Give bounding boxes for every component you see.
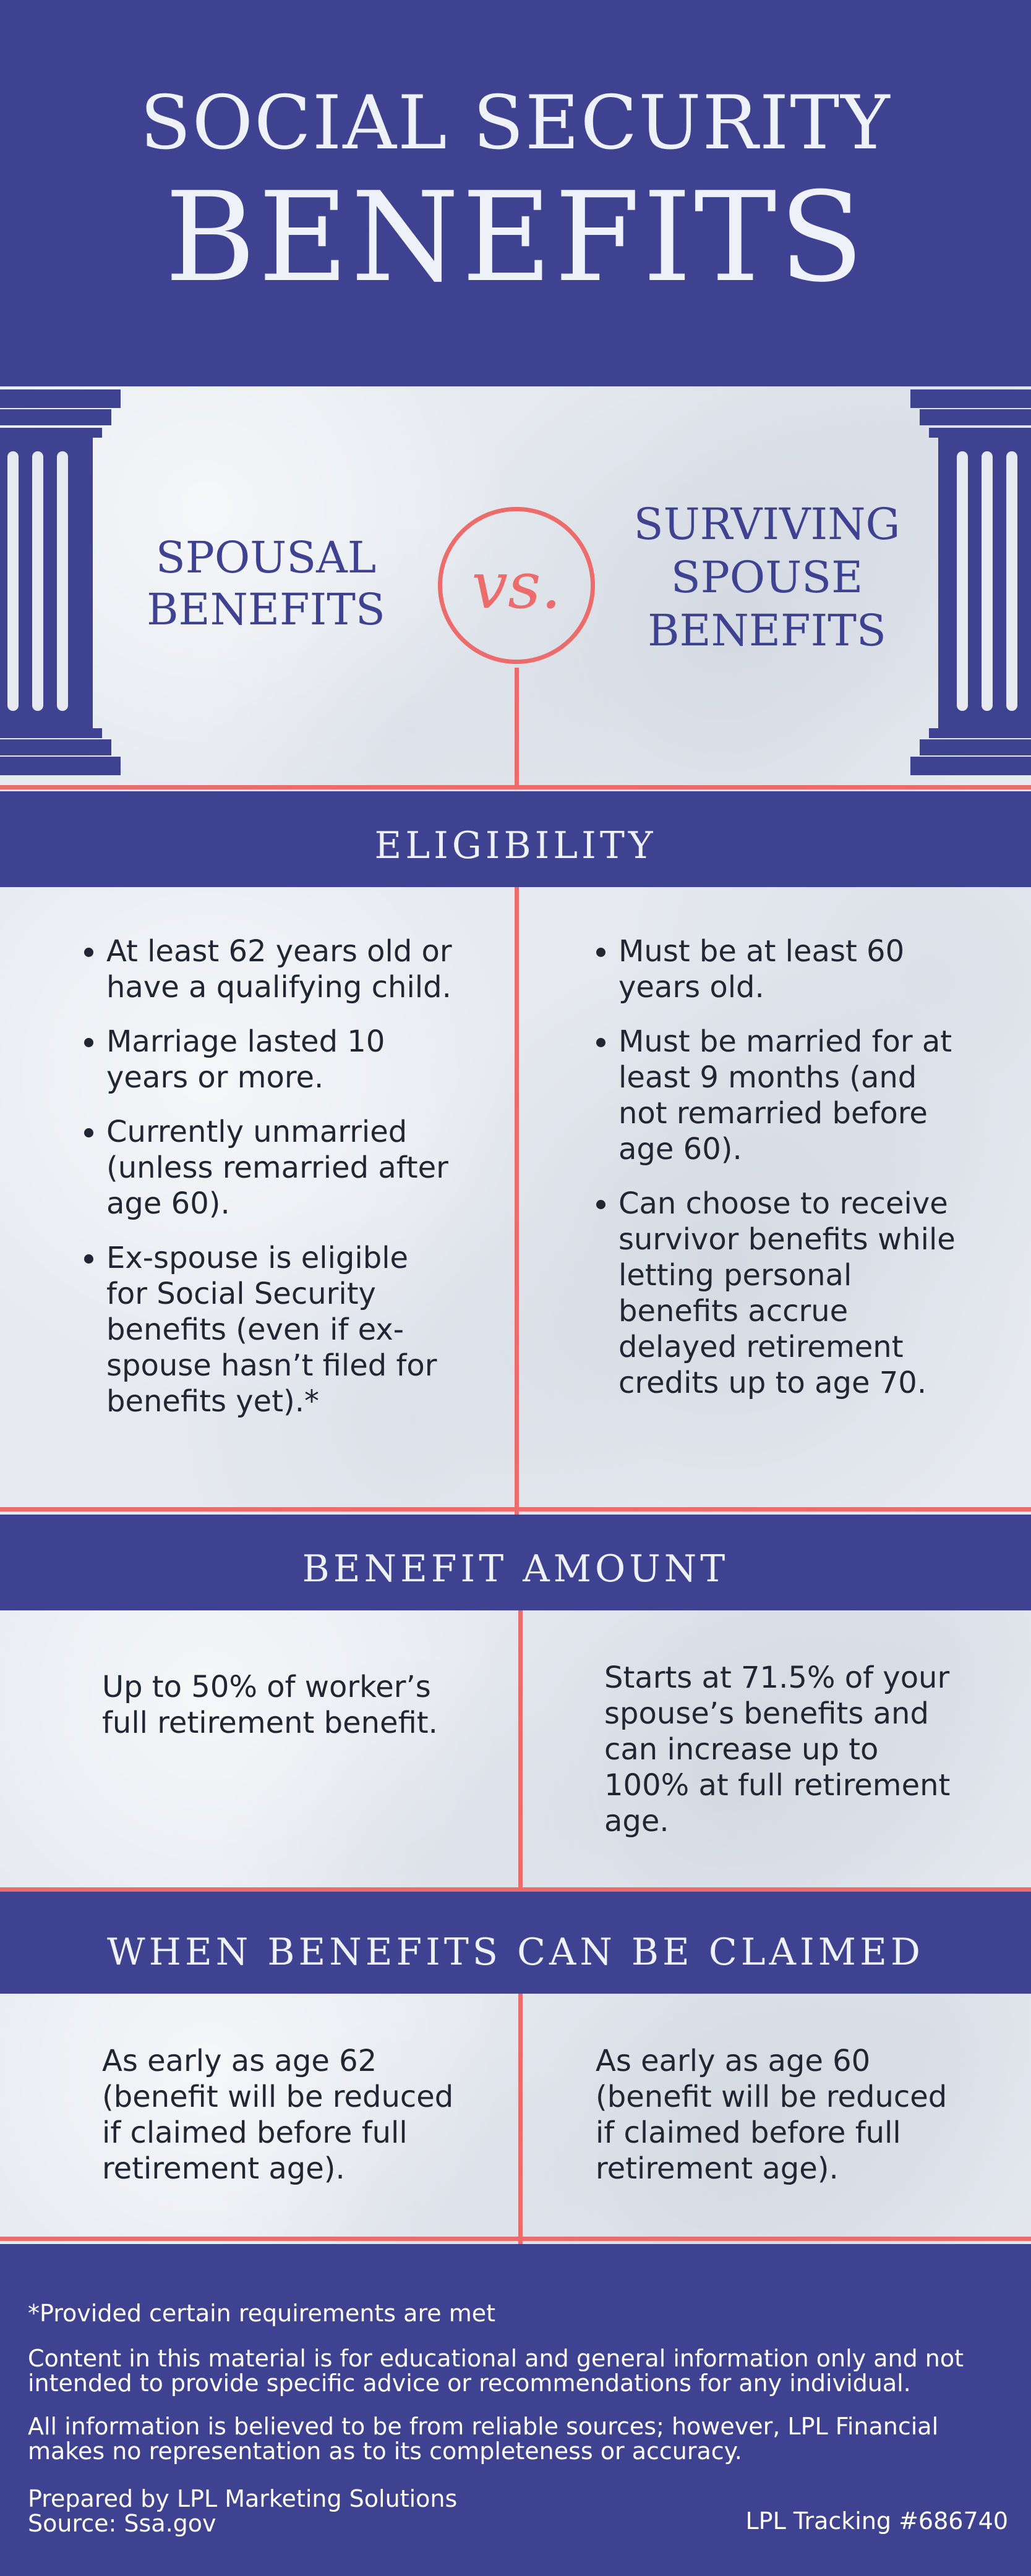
divider-line (518, 1610, 523, 1892)
footnote: *Provided certain requirements are met (28, 2300, 496, 2327)
list-item: • At least 62 years old or have a qualifying child. (106, 933, 458, 1005)
column-pillar-icon (0, 389, 124, 779)
vs-text: vs. (471, 548, 562, 623)
source: Source: Ssa.gov (28, 2510, 216, 2537)
list-item: • Must be married for at least 9 months (and not remarried before age 60). (618, 1024, 957, 1167)
list-item: • Can choose to receive survivor benefits while letting personal benefits accrue delayed retirement credits up to age 70. (618, 1186, 957, 1401)
surviving-spouse-benefits-label: SURVIVING SPOUSE BENEFITS (633, 499, 901, 656)
list-item: • Ex-spouse is eligible for Social Security benefits (even if ex-spouse hasn’t filed for benefits yet).* (106, 1240, 458, 1419)
section-bar-eligibility (0, 804, 1031, 887)
title-line-2: BENEFITS (165, 166, 866, 310)
divider-line (0, 785, 1031, 789)
vs-badge (438, 507, 595, 664)
divider-line (0, 1507, 1031, 1511)
prepared-by: Prepared by LPL Marketing Solutions (28, 2485, 458, 2512)
divider-line (0, 2237, 1031, 2241)
divider-line (515, 887, 519, 1515)
benefit-amount-surviving: Starts at 71.5% of your spouse’s benefits and can increase up to 100% at full retirement age. (604, 1660, 951, 1838)
when-claimed-spousal: As early as age 62 (benefit will be reduced if claimed before full retirement age). (102, 2044, 454, 2186)
divider-line (518, 1994, 523, 2244)
surviving-spouse-benefits-heading (600, 498, 934, 657)
divider-line (515, 668, 519, 788)
disclaimer-educational: Content in this material is for educational and general information only and not intended to provide specific advice or recommendations for any individual. (28, 2345, 964, 2397)
tracking-number: LPL Tracking #686740 (745, 2507, 1008, 2535)
list-item: • Must be at least 60 years old. (618, 933, 957, 1005)
spousal-benefits-heading (111, 532, 421, 635)
title-line-1: SOCIAL SECURITY (140, 80, 891, 166)
section-title: BENEFIT AMOUNT (302, 1547, 729, 1591)
when-claimed-surviving: As early as age 60 (benefit will be reduced if claimed before full retirement age). (596, 2044, 948, 2186)
list-item: • Currently unmarried (unless remarried after age 60). (106, 1114, 458, 1222)
benefit-amount-spousal: Up to 50% of worker’s full retirement benefit. (102, 1670, 438, 1740)
eligibility-surviving-list (586, 933, 957, 1419)
section-title: ELIGIBILITY (374, 823, 657, 867)
list-item: • Marriage lasted 10 years or more. (106, 1024, 458, 1095)
section-bar-benefit-amount (0, 1527, 1031, 1610)
disclaimer-reliability: All information is believed to be from reliable sources; however, LPL Financial makes no representation as to its completeness or accuracy. (28, 2413, 939, 2465)
spousal-benefits-label: SPOUSAL BENEFITS (147, 532, 385, 635)
section-title: WHEN BENEFITS CAN BE CLAIMED (107, 1930, 924, 1974)
divider-line (0, 1887, 1031, 1892)
section-bar-when-claimed (0, 1910, 1031, 1994)
eligibility-spousal-list (74, 933, 458, 1438)
